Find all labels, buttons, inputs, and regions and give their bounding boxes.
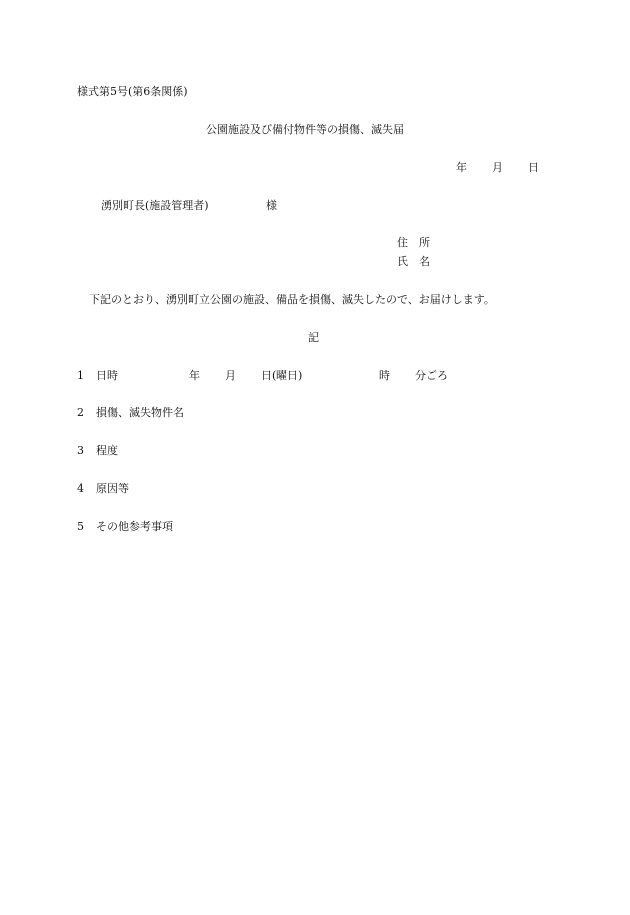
applicant-address-label: 住 所: [397, 236, 430, 249]
item-number: 5: [77, 520, 84, 533]
datetime-weekday-label: 曜日): [276, 369, 303, 382]
datetime-day-label: 日(: [261, 369, 277, 382]
body-text: 下記のとおり、湧別町立公園の施設、備品を損傷、滅失したので、お届けします。: [89, 293, 495, 306]
document-title: 公園施設及び備付物件等の損傷、滅失届: [206, 123, 404, 136]
item-label-cause: 原因等: [96, 482, 129, 495]
item-label-datetime: 日時: [96, 369, 118, 382]
addressee-honorific: 様: [266, 199, 277, 212]
applicant-name-label: 氏 名: [397, 255, 430, 268]
date-month-label: 月: [492, 161, 503, 174]
item-number: 2: [77, 406, 84, 419]
datetime-hour-label: 時: [379, 369, 390, 382]
ki-heading: 記: [308, 331, 319, 344]
date-year-label: 年: [456, 161, 467, 174]
item-label-extent: 程度: [96, 444, 118, 457]
form-number: 様式第5号(第6条関係): [77, 85, 188, 98]
datetime-month-label: 月: [225, 369, 236, 382]
item-label-damaged-object: 損傷、滅失物件名: [96, 406, 184, 419]
date-day-label: 日: [528, 161, 539, 174]
item-number: 3: [77, 444, 84, 457]
item-number: 4: [77, 482, 84, 495]
datetime-minute-label: 分ごろ: [415, 369, 448, 382]
item-number: 1: [77, 369, 84, 382]
datetime-year-label: 年: [189, 369, 200, 382]
item-label-other-notes: その他参考事項: [96, 520, 173, 533]
addressee-name: 湧別町長(施設管理者): [101, 199, 209, 212]
